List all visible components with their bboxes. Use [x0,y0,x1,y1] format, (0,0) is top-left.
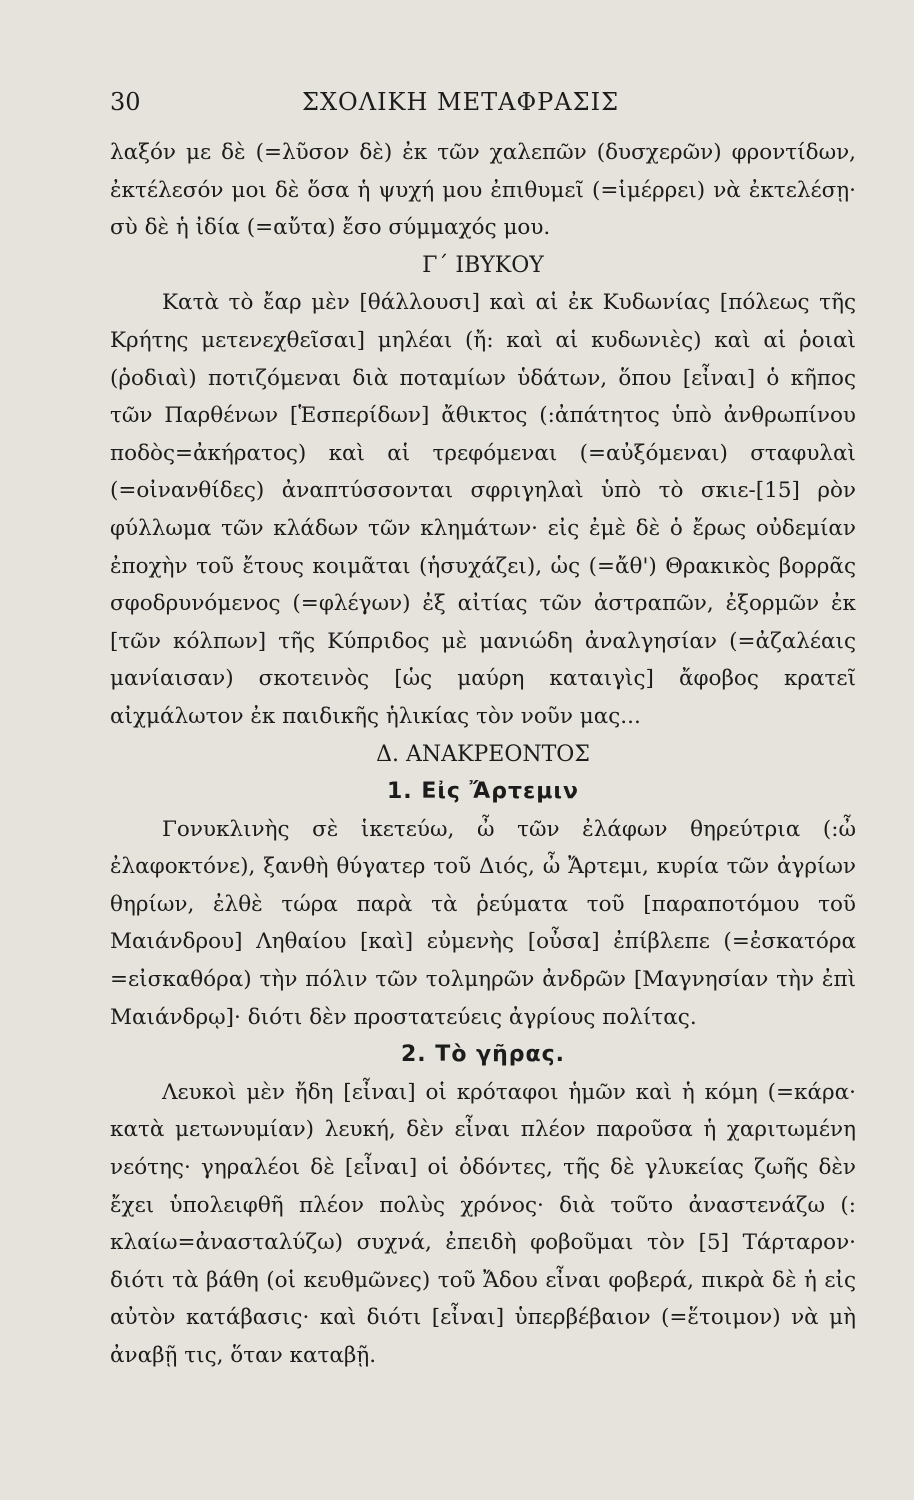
running-title: ΣΧΟΛΙΚΗ ΜΕΤΑΦΡΑΣΙΣ [302,88,620,116]
poem-title-geras: 2. Τὸ γῆρας. [400,1042,565,1068]
page-header [110,88,856,134]
paragraph-ibykos: Κατὰ τὸ ἔαρ μὲν [θάλλουσι] καὶ αἱ ἐκ Κυδωνίας [πόλεως τῆς Κρήτης μετενεχθεῖσαι] μηλέαι (ἤ: καὶ αἱ κυδωνιὲς) καὶ αἱ ῥοιαὶ (ῥοδιαὶ) ποτιζόμεναι διὰ ποταμίων ὑδάτων, ὅπου [εἶναι] ὁ κῆπος τῶν Παρθένων [Ἑσπερίδων] ἄθικτος (:ἀπάτητος ὑπὸ ἀνθρωπίνου ποδὸς=ἀκήρατος) καὶ αἱ τρεφόμεναι (=αὐξόμεναι) σταφυλαὶ (=οἰνανθίδες) ἀναπτύσσονται σφριγηλαὶ ὑπὸ τὸ σκιε-[15] ρὸν φύλλωμα τῶν κλάδων τῶν κλημάτων· εἰς ἐμὲ δὲ ὁ ἔρως οὐδεμίαν ἐποχὴν τοῦ ἔτους κοιμᾶται (ἡσυχάζει), ὡς (=ἄθ') Θρακικὸς βορρᾶς σφοδρυνόμενος (=φλέγων) ἐξ αἰτίας τῶν ἀστραπῶν, ἐξορμῶν ἐκ [τῶν κόλπων] τῆς Κύπριδος μὲ μανιώδη ἀναλγησίαν (=ἀζαλέαις μανίαισαν) σκοτεινὸς [ὡς μαύρη καταιγὶς] ἄφοβος κρατεῖ αἰχμάλωτον ἐκ παιδικῆς ἡλικίας τὸν νοῦν μας... [110,290,856,729]
poem-title-artemis: 1. Εἰς Ἄρτεμιν [387,779,579,805]
section-heading-anakreon: Δ. ΑΝΑΚΡΕΟΝΤΟΣ [376,741,590,767]
page-body [110,134,856,1375]
paragraph-continuation: λαξόν με δὲ (=λῦσον δὲ) ἐκ τῶν χαλεπῶν (δυσχερῶν) φροντίδων, ἐκτέλεσόν μοι δὲ ὅσα ἡ ψυχή μου ἐπιθυμεῖ (=ἱμέρρει) νὰ ἐκτελέσῃ· σὺ δὲ ἡ ἰδία (=αὔτα) ἔσο σύμμαχός μου. [110,140,856,241]
paragraph-geras: Λευκοὶ μὲν ἤδη [εἶναι] οἱ κρόταφοι ἡμῶν καὶ ἡ κόμη (=κάρα· κατὰ μετωνυμίαν) λευκή, δὲν εἶναι πλέον παροῦσα ἡ χαριτωμένη νεότης· γηραλέοι δὲ [εἶναι] οἱ ὀδόντες, τῆς δὲ γλυκείας ζωῆς δὲν ἔχει ὑπολειφθῆ πλέον πολὺς χρόνος· διὰ τοῦτο ἀναστενάζω (: κλαίω=ἀνασταλύζω) συχνά, ἐπειδὴ φοβοῦμαι τὸν [5] Τάρταρον· διότι τὰ βάθη (οἱ κευθμῶνες) τοῦ Ἄδου εἶναι φοβερά, πικρὰ δὲ ἡ εἰς αὐτὸν κατάβασις· καὶ διότι [εἶναι] ὑπερβέβαιον (=ἕτοιμον) νὰ μὴ ἀναβῇ τις, ὅταν καταβῇ. [110,1079,856,1368]
page-number: 30 [110,88,141,116]
paragraph-artemis: Γονυκλινὴς σὲ ἱκετεύω, ὦ τῶν ἐλάφων θηρεύτρια (:ὦ ἐλαφοκτόνε), ξανθὴ θύγατερ τοῦ Διός, ὦ Ἄρτεμι, κυρία τῶν ἀγρίων θηρίων, ἐλθὲ τώρα παρὰ τὰ ῥεύματα τοῦ [παραποτόμου τοῦ Μαιάνδρου] Ληθαίου [καὶ] εὐμενὴς [οὖσα] ἐπίβλεπε (=ἐσκατόρα =εἰσκαθόρα) τὴν πόλιν τῶν τολμηρῶν ἀνδρῶν [Μαγνησίαν τὴν ἐπὶ Μαιάνδρῳ]· διότι δὲν προστατεύεις ἀγρίους πολίτας. [110,816,856,1030]
section-heading-ibykos: Γ΄ ΙΒΥΚΟΥ [422,252,544,278]
